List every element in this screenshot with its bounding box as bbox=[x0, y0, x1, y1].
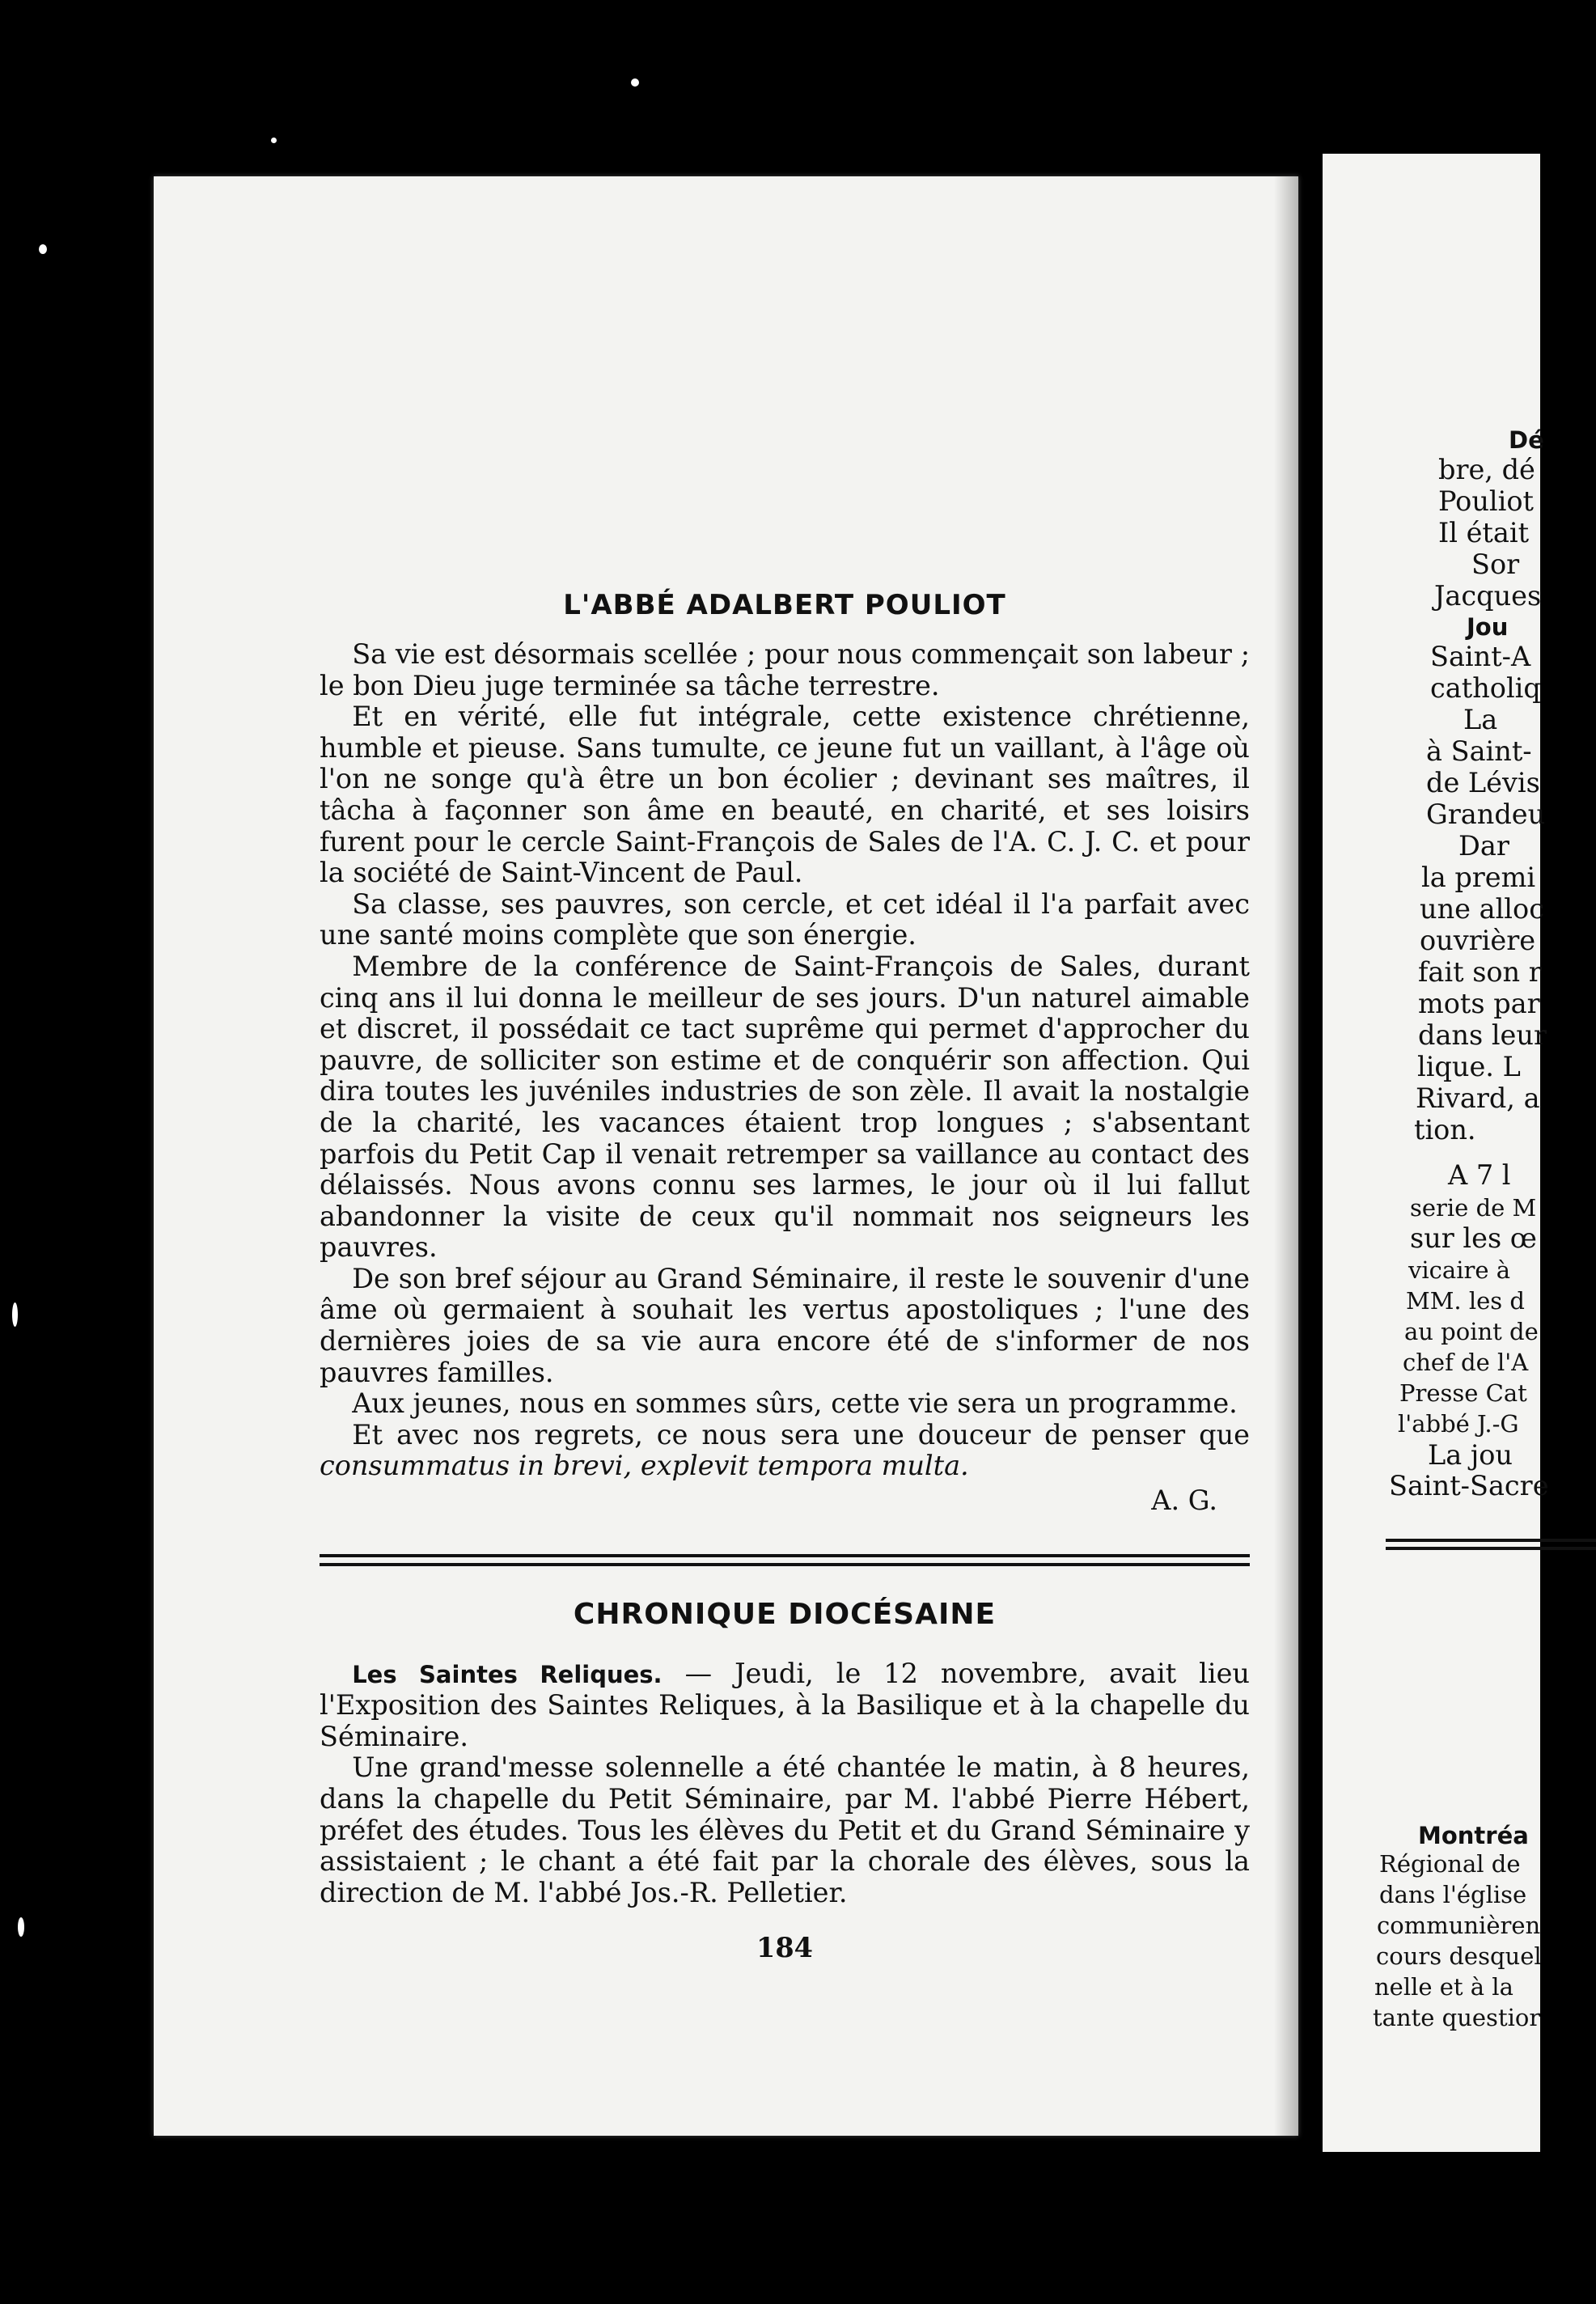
right-line: serie de M bbox=[1410, 1194, 1537, 1222]
right-line: A 7 l bbox=[1448, 1159, 1511, 1191]
scan-speck bbox=[12, 1302, 18, 1327]
double-rule bbox=[320, 1554, 1250, 1566]
right-line: Jou bbox=[1467, 613, 1509, 641]
signature: A. G. bbox=[1151, 1484, 1217, 1517]
scan-speck bbox=[39, 244, 47, 254]
paragraph-4: Membre de la conférence de Saint-François de Sales, durant cinq ans il lui donna le meilleur de ses jours. D'un naturel aimable et discret, il possédait ce tact suprême qui permet d'approcher du pauvre, de solliciter son estime et de conquérir son affection. Qui dira toutes les juvéniles industries de son zèle. Il avait la nostalgie de la charité, les vacances étaient trop longues ; s'absentant parfois du Petit Cap il venait retremper sa vaillance au contact des délaissés. Nous avons connu ses larmes, le jour où il lui fallut abandonner la visite de ceux qu'il nommait nos seigneurs les pauvres. bbox=[320, 950, 1250, 1264]
right-line: Saint-Sacre bbox=[1389, 1470, 1549, 1501]
right-line: bre, dé bbox=[1438, 454, 1535, 485]
right-line: cours desquel bbox=[1376, 1942, 1542, 1970]
scan-speck bbox=[18, 1917, 24, 1937]
right-line: Régional de bbox=[1379, 1850, 1521, 1878]
right-line: MM. les d bbox=[1406, 1287, 1525, 1315]
section-title: CHRONIQUE DIOCÉSAINE bbox=[573, 1597, 997, 1631]
scan-speck bbox=[271, 138, 277, 143]
right-line: La bbox=[1463, 704, 1498, 735]
right-line: au point de bbox=[1404, 1318, 1539, 1345]
right-line: chef de l'A bbox=[1403, 1349, 1529, 1376]
right-line: vicaire à bbox=[1408, 1256, 1510, 1284]
right-line: catholiq bbox=[1430, 672, 1541, 704]
right-line: de Lévis bbox=[1426, 767, 1540, 798]
right-line: Sor bbox=[1471, 548, 1520, 580]
right-line: dans l'église bbox=[1379, 1881, 1527, 1908]
right-line: sur les œ bbox=[1410, 1222, 1537, 1254]
paragraph-2: Et en vérité, elle fut intégrale, cette existence chrétienne, humble et pieuse. Sans tumulte, ce jeune fut un vaillant, à l'âge où l'on ne songe qu'à être un bon écolier ; devinant ses maîtres, il tâcha à façonner son âme en beauté, en charité, et ses loisirs furent pour le cercle Saint-François de Sales de l'A. C. J. C. et pour la société de Saint-Vincent de Paul. bbox=[320, 701, 1250, 889]
right-line: Rivard, a bbox=[1416, 1082, 1540, 1114]
right-line: Dé bbox=[1509, 426, 1544, 454]
chronicle-paragraph-1-text: — Jeudi, le 12 novembre, avait lieu l'Exposition des Saintes Reliques, à la Basilique et à la chapelle du Séminaire. bbox=[320, 1657, 1251, 1752]
paragraph-1: Sa vie est désormais scellée ; pour nous commençait son labeur ; le bon Dieu juge terminée sa tâche terrestre. bbox=[320, 638, 1250, 701]
right-line: dans leur bbox=[1418, 1019, 1547, 1051]
right-line: nelle et à la bbox=[1374, 1973, 1513, 2001]
right-line: fait son r bbox=[1418, 956, 1542, 988]
right-line: Pouliot bbox=[1438, 485, 1534, 517]
right-line: à Saint- bbox=[1426, 735, 1532, 767]
right-line: ouvrière bbox=[1420, 925, 1536, 956]
paragraph-5: De son bref séjour au Grand Séminaire, il reste le souvenir d'une âme où germaient à souhait les vertus apostoliques ; l'une des dernières joies de sa vie aura encore été de s'informer de nos pauvres familles. bbox=[320, 1262, 1250, 1388]
right-line: communièren bbox=[1377, 1912, 1541, 1939]
right-line: mots par bbox=[1418, 988, 1540, 1019]
left-page-column bbox=[320, 411, 1250, 1964]
left-page bbox=[154, 176, 1298, 2136]
right-line: Grandeu bbox=[1426, 798, 1546, 830]
right-line: Jacques bbox=[1434, 580, 1542, 612]
right-line: Presse Cat bbox=[1399, 1379, 1527, 1407]
right-line: Saint-A bbox=[1430, 641, 1531, 672]
scan-speck bbox=[631, 78, 639, 87]
right-line: Montréa bbox=[1418, 1822, 1529, 1849]
right-page bbox=[1323, 154, 1549, 2152]
chronicle-paragraph-1 bbox=[320, 1658, 1250, 1753]
right-line: La jou bbox=[1428, 1439, 1513, 1471]
paragraph-7-text: Et avec nos regrets, ce nous sera une douceur de penser que bbox=[352, 1418, 1250, 1451]
right-line: Il était bbox=[1438, 517, 1530, 548]
page-number: 184 bbox=[756, 1932, 813, 1964]
right-double-rule bbox=[1386, 1539, 1596, 1550]
paragraph-6: Aux jeunes, nous en sommes sûrs, cette vie sera un programme. bbox=[352, 1387, 1238, 1420]
chronicle-paragraph-2: Une grand'messe solennelle a été chantée le matin, à 8 heures, dans la chapelle du Petit Séminaire, par M. l'abbé Pierre Hébert, préfet des études. Tous les élèves du Petit et du Grand Séminaire y assistaient ; le chant a été fait par la chorale des élèves, sous la direction de M. l'abbé Jos.-R. Pelletier. bbox=[320, 1751, 1250, 1908]
right-line: Dar bbox=[1458, 830, 1509, 862]
right-line: une alloc bbox=[1420, 893, 1544, 925]
latin-quote: consummatus in brevi, explevit tempora multa. bbox=[320, 1450, 969, 1482]
right-line: l'abbé J.-G bbox=[1398, 1410, 1519, 1438]
runin-label: Les Saintes Reliques. bbox=[352, 1660, 663, 1688]
article-title: L'ABBÉ ADALBERT POULIOT bbox=[563, 589, 1006, 621]
right-line: la premi bbox=[1421, 862, 1536, 893]
paragraph-7 bbox=[320, 1420, 1250, 1482]
paragraph-3: Sa classe, ses pauvres, son cercle, et cet idéal il l'a parfait avec une santé moins complète que son énergie. bbox=[320, 887, 1250, 951]
right-line: tante questior bbox=[1373, 2004, 1541, 2031]
right-line: lique. L bbox=[1417, 1051, 1521, 1082]
right-line: tion. bbox=[1414, 1114, 1476, 1146]
